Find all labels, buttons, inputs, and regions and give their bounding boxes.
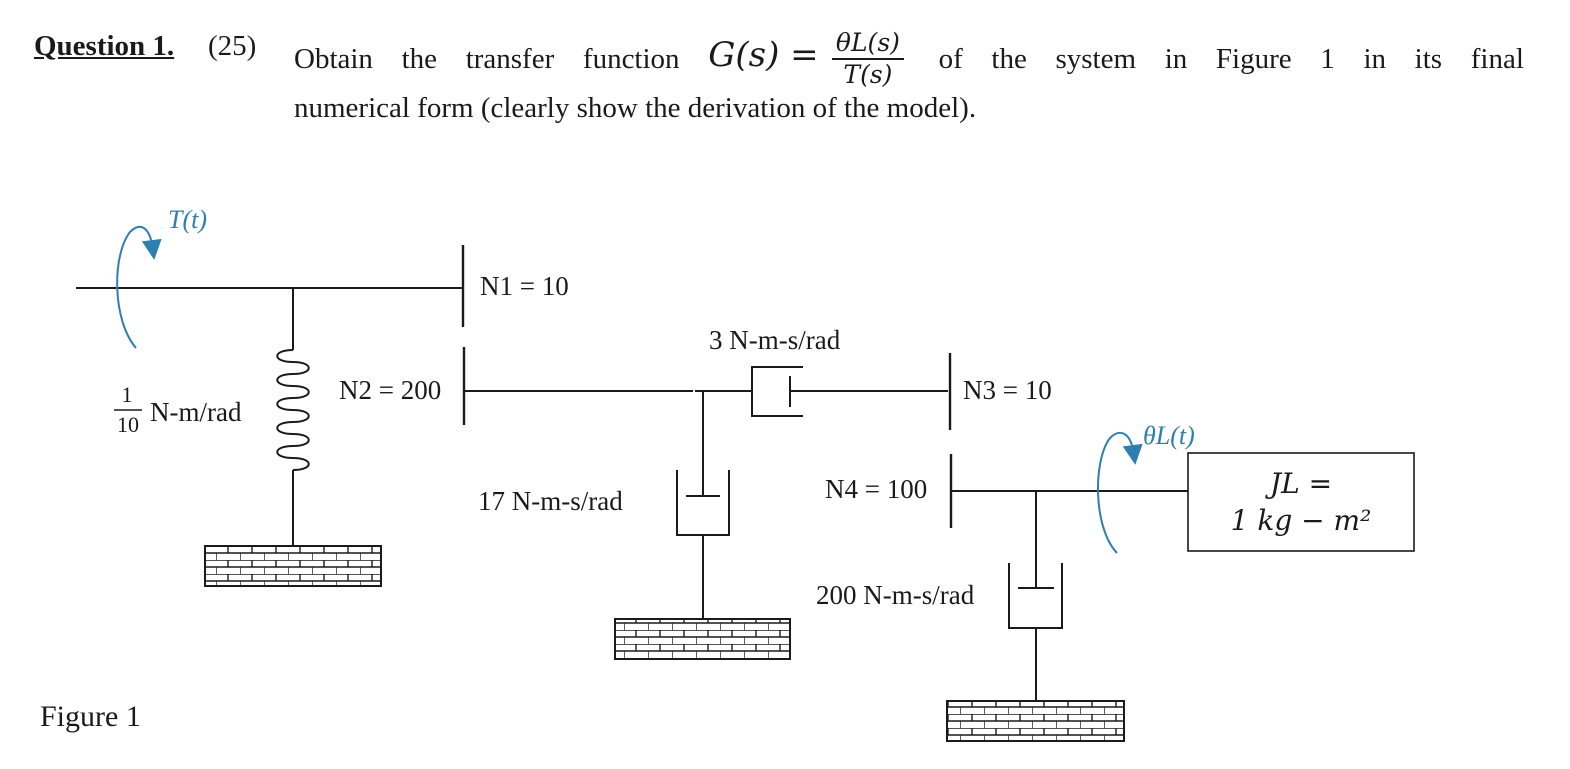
word: transfer <box>465 42 555 75</box>
equation-lhs: G(s) = <box>708 34 819 75</box>
inertia-label-line2: 1 kg − m² <box>1230 504 1372 537</box>
n2-label: N2 = 200 <box>339 375 442 405</box>
fraction-denominator: T(s) <box>843 60 893 90</box>
fraction-numerator: θL(s) <box>832 30 904 60</box>
spring-fraction-denominator: 10 <box>117 412 139 437</box>
word: system <box>1055 42 1137 75</box>
question-line-2: numerical form (clearly show the derivation of the model). <box>294 92 977 124</box>
word: the <box>401 42 438 75</box>
series-damper-label: 3 N-m-s/rad <box>709 325 841 355</box>
n3-label: N3 = 10 <box>963 375 1052 405</box>
ground-wall-right <box>947 701 1124 741</box>
theta-arrow-icon <box>1098 433 1134 553</box>
word: Figure <box>1215 42 1292 75</box>
word: of <box>938 42 963 75</box>
spring-fraction-numerator: 1 <box>121 382 133 407</box>
word: its <box>1414 42 1443 75</box>
torque-label: T(t) <box>168 205 207 234</box>
word: the <box>991 42 1027 75</box>
word: Obtain <box>294 42 373 75</box>
spring-unit-label: N-m/rad <box>150 397 242 427</box>
spring-coil-icon <box>277 350 309 470</box>
word: in <box>1363 42 1387 75</box>
damper-17-label: 17 N-m-s/rad <box>478 486 623 516</box>
inertia-label-line1: JL = <box>1269 467 1333 500</box>
n1-label: N1 = 10 <box>480 271 569 301</box>
theta-label: θL(t) <box>1143 421 1195 450</box>
word: 1 <box>1320 42 1335 75</box>
word: in <box>1164 42 1188 75</box>
ground-wall-middle <box>615 619 790 659</box>
figure-caption: Figure 1 <box>40 700 141 733</box>
word: function <box>582 42 680 75</box>
question-points: (25) <box>208 30 257 62</box>
question-label: Question 1. <box>34 30 175 62</box>
n4-label: N4 = 100 <box>825 474 928 504</box>
word: final <box>1470 42 1524 75</box>
ground-wall-left <box>205 546 381 586</box>
damper-200-label: 200 N-m-s/rad <box>816 580 975 610</box>
